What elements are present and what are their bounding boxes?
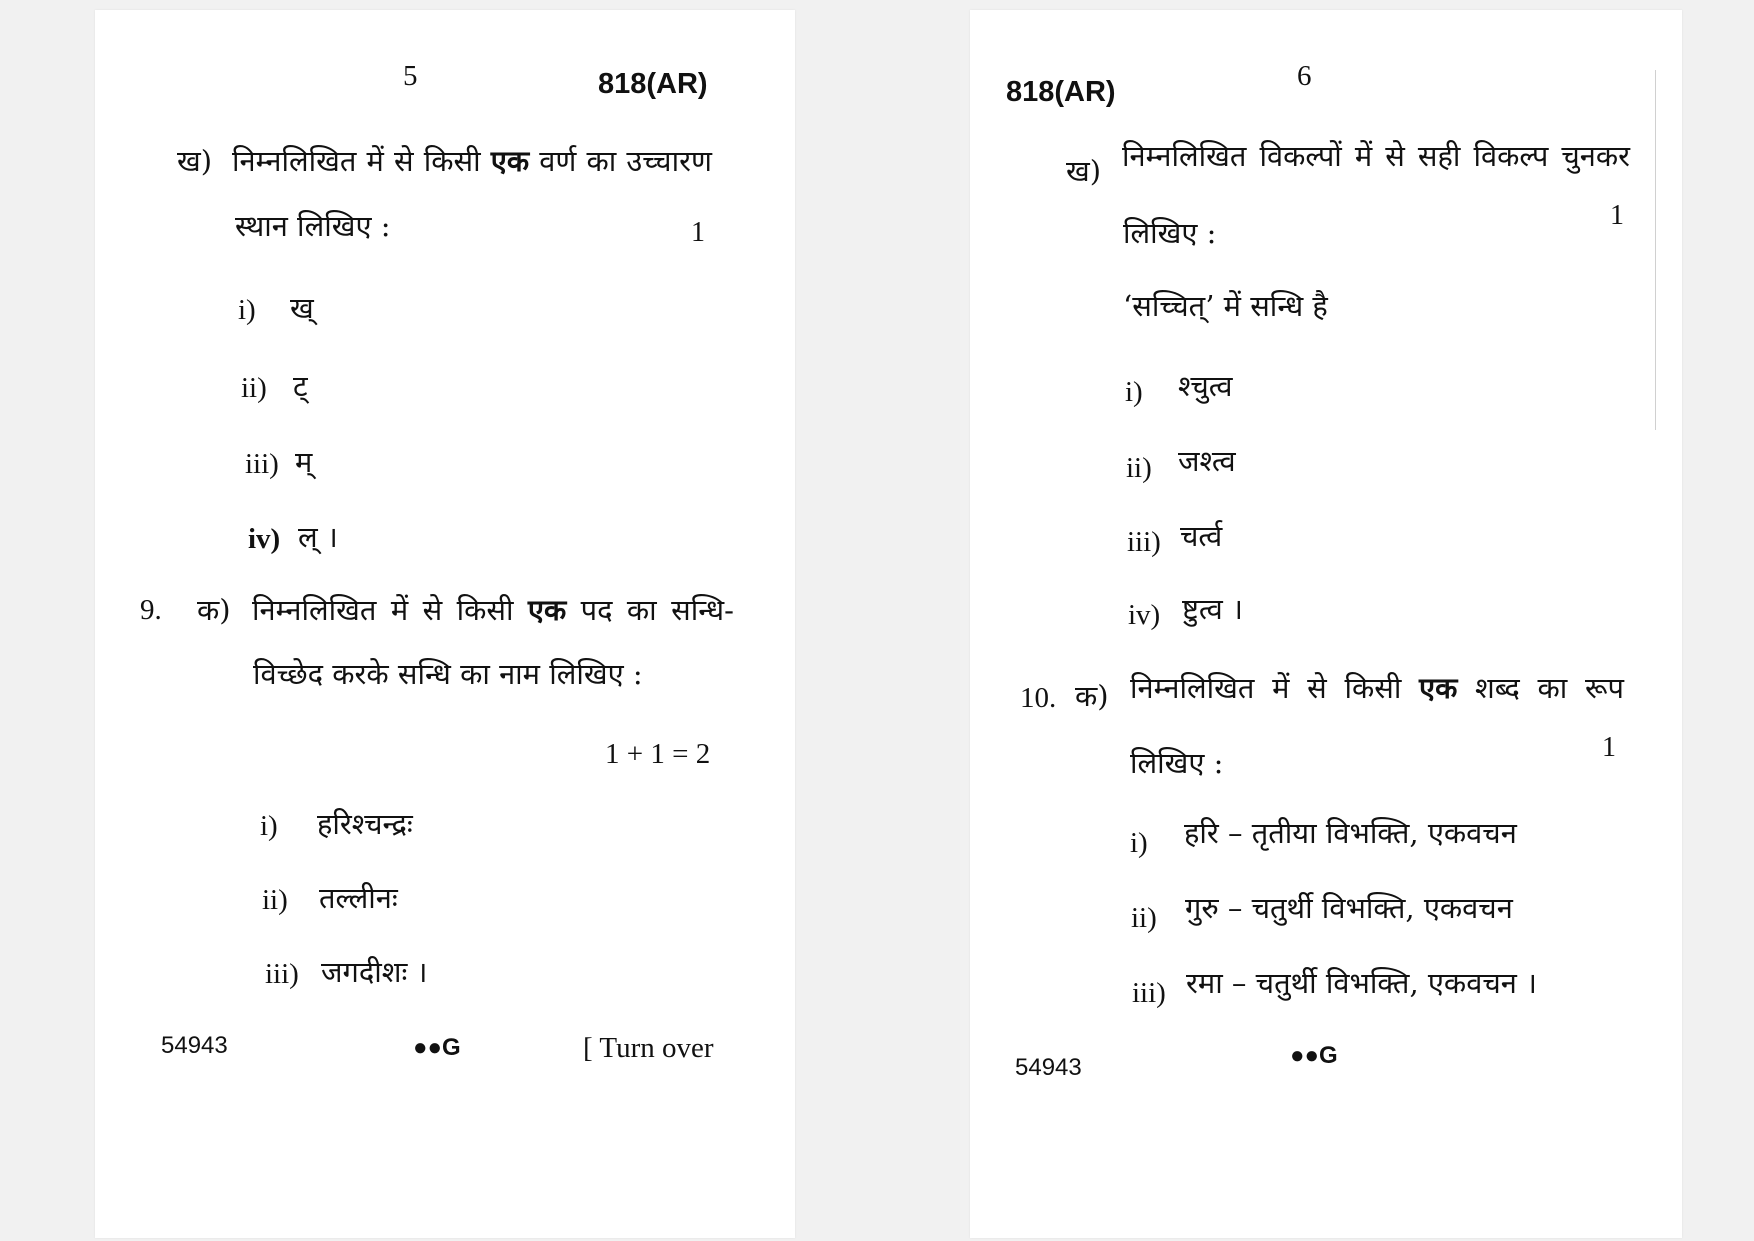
- word: में: [1354, 139, 1373, 173]
- option-number: ii): [1126, 452, 1152, 484]
- question-text-line: [1130, 670, 1624, 706]
- word: में: [1272, 671, 1290, 705]
- word: सन्धि-: [671, 593, 734, 627]
- question-text-line: विच्छेद करके सन्धि का नाम लिखिए :: [253, 657, 643, 691]
- option-number: i): [1125, 376, 1143, 408]
- question-label: ख): [177, 144, 213, 178]
- word: निम्नलिखित: [1122, 139, 1247, 173]
- option-number: i): [1130, 827, 1148, 859]
- option-number: ii): [241, 372, 267, 404]
- option-number: ii): [262, 884, 288, 916]
- word: निम्नलिखित: [1130, 671, 1255, 705]
- word: शब्द: [1475, 671, 1520, 705]
- marks: 1 + 1 = 2: [605, 738, 711, 770]
- word: निम्नलिखित: [252, 593, 377, 627]
- question-text-line: लिखिए :: [1130, 746, 1224, 780]
- question-number: 9.: [140, 594, 162, 626]
- option-text: श्चुत्व: [1178, 369, 1233, 403]
- word: सही: [1417, 139, 1461, 173]
- word: से: [394, 144, 414, 178]
- emphasized-word: एक: [1419, 671, 1458, 705]
- option-text: गुरु – चतुर्थी विभक्ति, एकवचन: [1185, 891, 1513, 925]
- option-text: हरिश्चन्द्रः: [317, 807, 413, 841]
- paper-code: 818(AR): [1006, 76, 1116, 108]
- paper-serial-code: 54943: [161, 1032, 228, 1059]
- word: विकल्पों: [1259, 139, 1342, 173]
- word: का: [586, 144, 617, 178]
- question-text-line: [232, 143, 712, 179]
- question-stem: ‘सच्चित्’ में सन्धि है: [1123, 289, 1328, 323]
- option-text: म्: [295, 445, 313, 479]
- word: में: [390, 593, 409, 627]
- word: किसी: [423, 144, 481, 178]
- option-text: ट्: [293, 369, 308, 403]
- word: चुनकर: [1561, 139, 1630, 173]
- series-mark: ●●G: [1290, 1042, 1338, 1069]
- question-label: क): [1075, 679, 1109, 713]
- option-number: ii): [1131, 902, 1157, 934]
- option-text: ष्टुत्व ।: [1182, 592, 1243, 626]
- emphasized-word: एक: [527, 593, 567, 627]
- option-text: रमा – चतुर्थी विभक्ति, एकवचन ।: [1186, 966, 1538, 1000]
- word: वर्ण: [539, 144, 577, 178]
- question-text-line: [1122, 138, 1630, 174]
- marks: 1: [1610, 200, 1624, 231]
- page-number: 6: [1297, 60, 1312, 92]
- marks: 1: [1602, 732, 1616, 763]
- option-text: हरि – तृतीया विभक्ति, एकवचन: [1184, 816, 1517, 850]
- right-page: [970, 10, 1682, 1238]
- option-text: जगदीशः ।: [321, 955, 428, 989]
- paper-serial-code: 54943: [1015, 1054, 1082, 1081]
- option-number: iii): [1127, 526, 1161, 558]
- option-number: iii): [1132, 977, 1166, 1009]
- paper-code: 818(AR): [598, 68, 708, 100]
- word: से: [422, 593, 443, 627]
- question-number: 10.: [1020, 682, 1057, 714]
- question-text-line: [252, 592, 734, 628]
- scan-edge-line: [1655, 70, 1656, 430]
- question-label: क): [197, 593, 231, 627]
- word: में: [366, 144, 384, 178]
- word: किसी: [1344, 671, 1402, 705]
- page-number: 5: [403, 60, 418, 92]
- option-number: i): [260, 810, 278, 842]
- word: निम्नलिखित: [232, 144, 357, 178]
- option-text: जश्त्व: [1178, 444, 1236, 478]
- word: का: [626, 593, 657, 627]
- option-text: ख्: [290, 291, 314, 325]
- word: का: [1537, 671, 1568, 705]
- option-text: चर्त्व: [1180, 519, 1223, 553]
- option-number: iv): [1128, 599, 1161, 631]
- word: विकल्प: [1473, 139, 1549, 173]
- word: रूप: [1584, 671, 1624, 705]
- word: उच्चारण: [626, 144, 712, 178]
- option-text: ल् ।: [298, 520, 338, 554]
- option-number: iii): [245, 448, 279, 480]
- option-number: iii): [265, 958, 299, 990]
- word: किसी: [456, 593, 514, 627]
- word: पद: [580, 593, 613, 627]
- series-mark: ●●G: [413, 1034, 461, 1061]
- word: से: [1385, 139, 1405, 173]
- option-text: तल्लीनः: [319, 881, 398, 915]
- turn-over-note: [ Turn over: [583, 1032, 714, 1064]
- left-page: [95, 10, 795, 1238]
- marks: 1: [691, 217, 705, 248]
- question-label: ख): [1066, 154, 1102, 188]
- option-number: i): [238, 294, 256, 326]
- question-text-line: लिखिए :: [1123, 216, 1217, 250]
- emphasized-word: एक: [490, 144, 530, 178]
- option-number: iv): [248, 523, 281, 555]
- word: से: [1307, 671, 1327, 705]
- question-text-line: स्थान लिखिए :: [235, 209, 391, 243]
